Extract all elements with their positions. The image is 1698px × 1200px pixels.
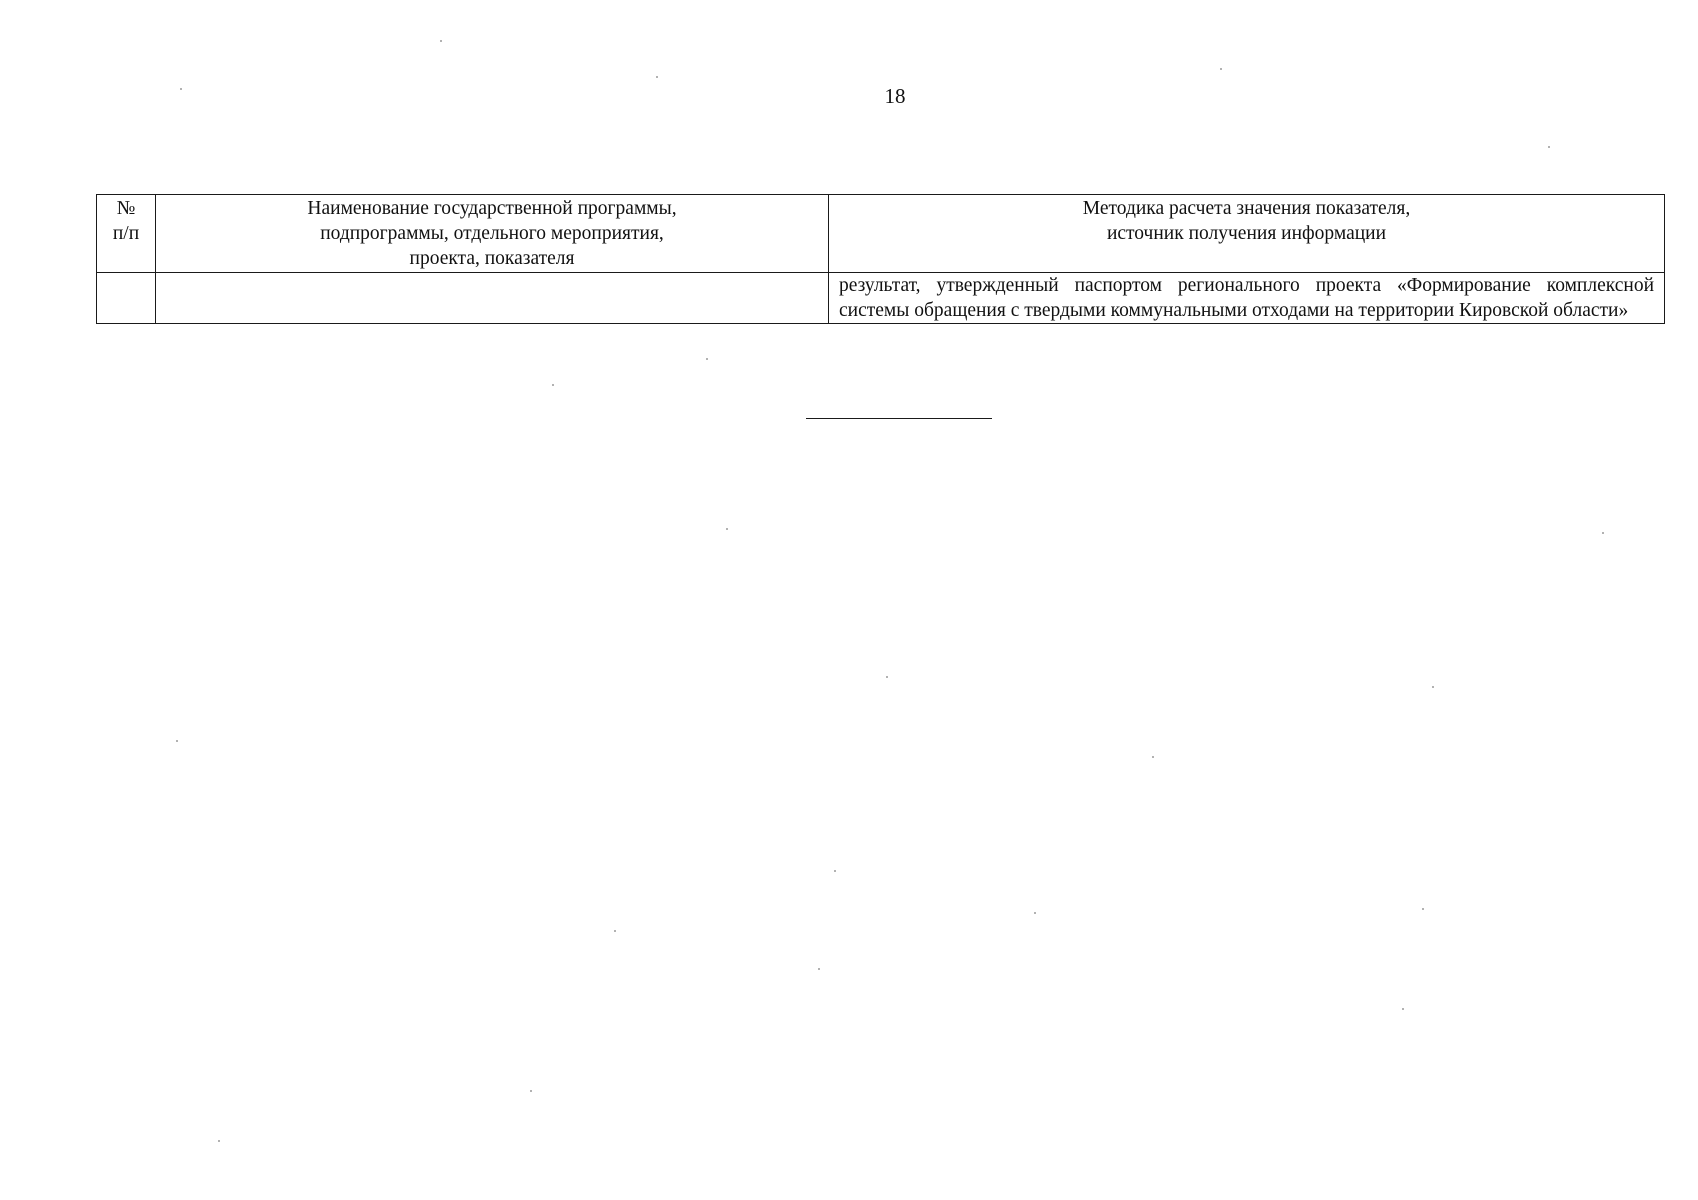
scan-speck (218, 1140, 220, 1142)
header-name (156, 195, 829, 273)
header-method (829, 195, 1665, 273)
scan-speck (656, 76, 658, 78)
end-rule (806, 418, 992, 419)
scan-speck (1220, 68, 1222, 70)
scan-speck (614, 930, 616, 932)
scan-speck (180, 88, 182, 90)
scan-speck (1602, 532, 1604, 534)
header-number-line: № (116, 198, 136, 219)
cell-number (97, 273, 156, 324)
scan-speck (552, 384, 554, 386)
scan-speck (726, 528, 728, 530)
cell-method: результат, утвержденный паспортом регионального проекта «Формирование комплексной системы обращения с твердыми коммунальными отходами на территории Кировской области» (829, 273, 1665, 324)
scan-speck (834, 870, 836, 872)
scan-speck (1034, 912, 1036, 914)
header-name-line: подпрограммы, отдельного мероприятия, (320, 223, 664, 244)
scan-speck (1402, 1008, 1404, 1010)
scan-speck (818, 968, 820, 970)
page-number: 18 (884, 84, 906, 108)
scan-speck (530, 1090, 532, 1092)
scan-speck (1432, 686, 1434, 688)
header-number-line: п/п (112, 223, 140, 244)
header-method-line: источник получения информации (1106, 223, 1387, 244)
cell-name (156, 273, 829, 324)
scan-speck (706, 358, 708, 360)
header-name-line: проекта, показателя (409, 248, 575, 269)
scan-speck (176, 740, 178, 742)
scan-speck (440, 40, 442, 42)
header-method-line: Методика расчета значения показателя, (1082, 198, 1411, 219)
scan-speck (886, 676, 888, 678)
table-row (97, 273, 1665, 324)
scan-speck (1422, 908, 1424, 910)
scan-speck (1152, 756, 1154, 758)
header-name-line: Наименование государственной программы, (307, 198, 677, 219)
header-number (97, 195, 156, 273)
scan-speck (1548, 146, 1550, 148)
table-header-row (97, 195, 1665, 273)
indicator-table (96, 194, 1665, 324)
